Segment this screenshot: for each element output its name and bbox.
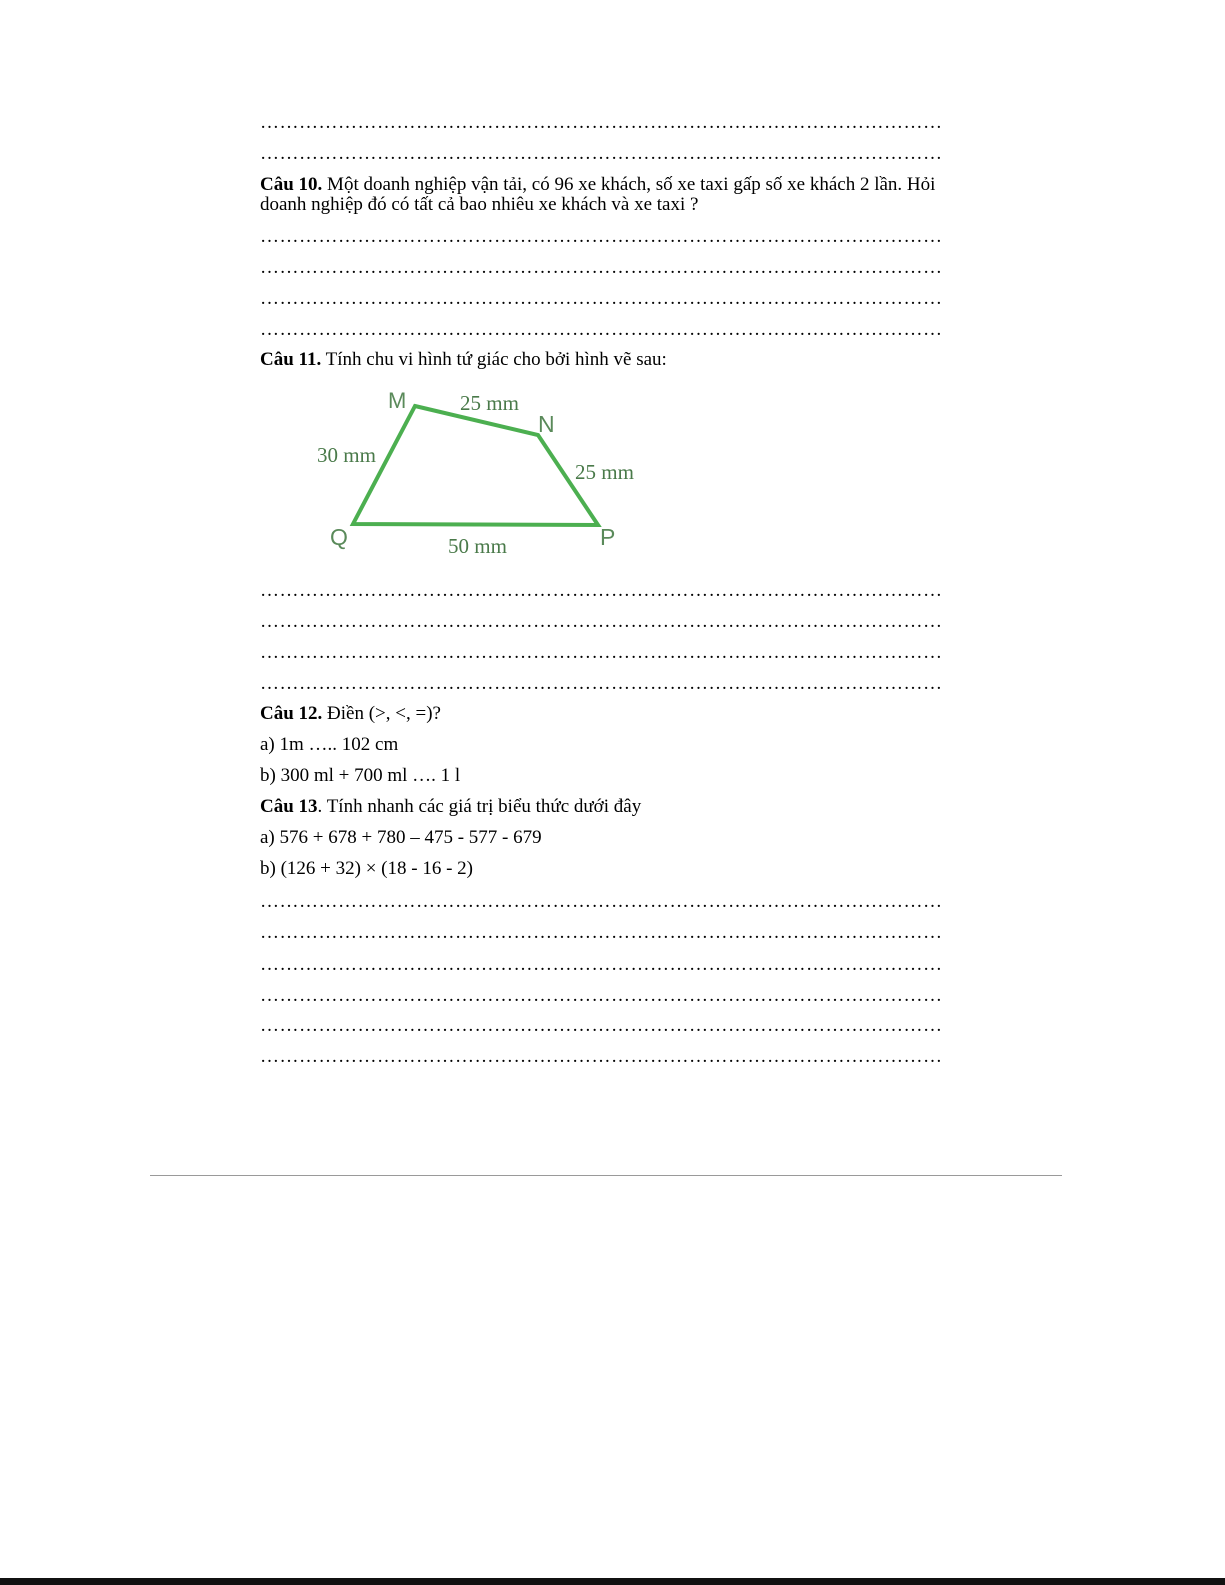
answer-dotted-line: …………………………………………………………………………………………… [260,922,943,943]
bottom-edge-bar [0,1578,1225,1585]
question-11 [260,349,667,371]
question-13-text: . Tính nhanh các giá trị biểu thức dưới đây [317,796,642,817]
quadrilateral-mnpq [353,406,598,525]
side-mn-label: 25 mm [460,391,519,415]
question-13-label: Câu 13 [260,796,318,817]
answer-dotted-line: …………………………………………………………………………………………… [260,985,943,1006]
answer-dotted-line: …………………………………………………………………………………………… [260,226,943,247]
question-10-text-line1: Một doanh nghiệp vận tải, có 96 xe khách, số xe taxi gấp số xe khách 2 lần. Hỏi [322,174,936,195]
answer-dotted-line: …………………………………………………………………………………………… [260,319,943,340]
question-12-part-a: a) 1m ….. 102 cm [260,734,399,755]
vertex-q-label: Q [330,524,348,550]
side-qm-label: 30 mm [317,443,376,467]
question-13 [260,796,641,818]
answer-dotted-line: …………………………………………………………………………………………… [260,143,943,164]
answer-dotted-line: …………………………………………………………………………………………… [260,112,943,133]
answer-dotted-line: …………………………………………………………………………………………… [260,288,943,309]
question-10-label: Câu 10. [260,174,323,195]
question-10 [260,174,935,196]
vertex-p-label: P [600,524,616,550]
question-11-label: Câu 11. [260,349,322,370]
answer-dotted-line: …………………………………………………………………………………………… [260,1046,943,1067]
answer-dotted-line: …………………………………………………………………………………………… [260,954,943,975]
question-12-part-b: b) 300 ml + 700 ml …. 1 l [260,765,461,786]
question-12-label: Câu 12. [260,703,323,724]
question-13-part-a: a) 576 + 678 + 780 – 475 - 577 - 679 [260,827,542,848]
vertex-m-label: M [388,388,407,413]
answer-dotted-line: …………………………………………………………………………………………… [260,1015,943,1036]
vertex-n-label: N [538,411,555,437]
answer-dotted-line: …………………………………………………………………………………………… [260,611,943,632]
answer-dotted-line: …………………………………………………………………………………………… [260,673,943,694]
question-10-text-line2: doanh nghiệp đó có tất cả bao nhiêu xe khách và xe taxi ? [260,194,699,215]
answer-dotted-line: …………………………………………………………………………………………… [260,642,943,663]
answer-dotted-line: …………………………………………………………………………………………… [260,580,943,601]
side-np-label: 25 mm [575,460,634,484]
question-11-text: Tính chu vi hình tứ giác cho bởi hình vẽ sau: [321,349,667,370]
question-13-part-b: b) (126 + 32) × (18 - 16 - 2) [260,858,473,879]
question-12 [260,703,441,725]
page-divider [150,1175,1062,1176]
side-qp-label: 50 mm [448,534,507,558]
question-12-text: Điền (>, <, =)? [322,703,441,724]
quadrilateral-figure [310,380,655,565]
answer-dotted-line: …………………………………………………………………………………………… [260,891,943,912]
answer-dotted-line: …………………………………………………………………………………………… [260,257,943,278]
